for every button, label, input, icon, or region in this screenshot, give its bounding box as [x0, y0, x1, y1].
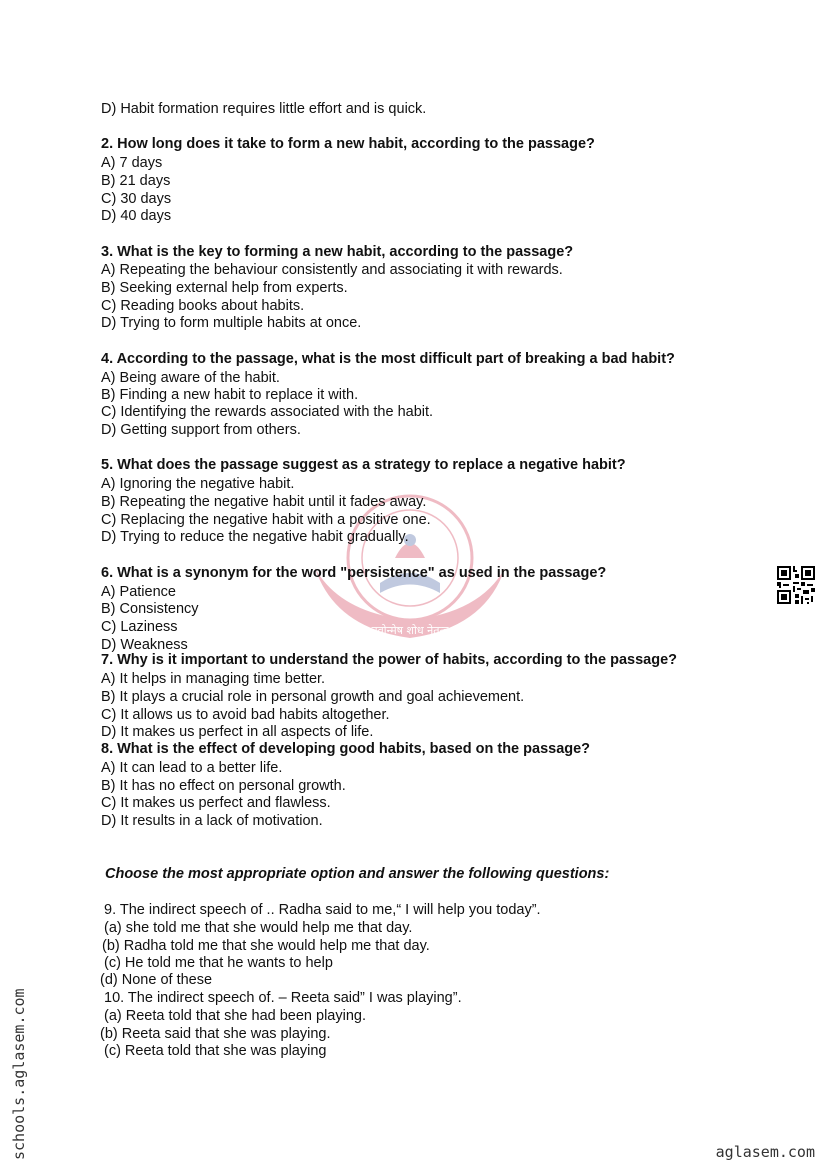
q3-option-d: D) Trying to form multiple habits at once.: [101, 315, 362, 331]
qr-code-icon: [777, 566, 815, 604]
question-8: 8. What is the effect of developing good habits, based on the passage?: [101, 741, 591, 757]
q10-option-c: (c) Reeta told that she was playing: [104, 1043, 327, 1059]
question-6: 6. What is a synonym for the word "persistence" as used in the passage?: [101, 565, 607, 581]
q4-option-c: C) Identifying the rewards associated with the habit.: [101, 404, 434, 420]
q5-option-b: B) Repeating the negative habit until it fades away.: [101, 494, 427, 510]
question-5: 5. What does the passage suggest as a strategy to replace a negative habit?: [101, 457, 626, 473]
q2-option-c: C) 30 days: [101, 191, 172, 207]
q6-option-b: B) Consistency: [101, 601, 199, 617]
q4-option-d: D) Getting support from others.: [101, 422, 301, 438]
q7-option-d: D) It makes us perfect in all aspects of life.: [101, 724, 374, 740]
continued-option-line: D) Habit formation requires little effort and is quick.: [101, 101, 427, 117]
question-3: 3. What is the key to forming a new habit, according to the passage?: [101, 244, 574, 260]
q2-option-d: D) 40 days: [101, 208, 172, 224]
q9-option-d: (d) None of these: [100, 972, 213, 988]
footer-site: aglasem.com: [715, 1143, 815, 1161]
q5-option-c: C) Replacing the negative habit with a positive one.: [101, 512, 431, 528]
q6-option-a: A) Patience: [101, 584, 176, 600]
q8-option-a: A) It can lead to a better life.: [101, 760, 283, 776]
q4-option-a: A) Being aware of the habit.: [101, 370, 280, 386]
q8-option-d: D) It results in a lack of motivation.: [101, 813, 323, 829]
q10-option-a: (a) Reeta told that she had been playing.: [104, 1008, 366, 1024]
side-watermark: schools.aglasem.com: [10, 988, 28, 1160]
q5-option-d: D) Trying to reduce the negative habit gradually.: [101, 529, 409, 545]
question-9: 9. The indirect speech of .. Radha said to me,“ I will help you today”.: [104, 902, 541, 918]
q2-option-a: A) 7 days: [101, 155, 163, 171]
q8-option-b: B) It has no effect on personal growth.: [101, 778, 346, 794]
q7-option-c: C) It allows us to avoid bad habits altogether.: [101, 707, 390, 723]
question-7: 7. Why is it important to understand the power of habits, according to the passage?: [101, 652, 678, 668]
q2-option-b: B) 21 days: [101, 173, 171, 189]
q5-option-a: A) Ignoring the negative habit.: [101, 476, 295, 492]
q4-option-b: B) Finding a new habit to replace it with.: [101, 387, 359, 403]
question-2: 2. How long does it take to form a new habit, according to the passage?: [101, 136, 595, 152]
q3-option-b: B) Seeking external help from experts.: [101, 280, 348, 296]
q3-option-c: C) Reading books about habits.: [101, 298, 305, 314]
q6-option-d: D) Weakness: [101, 637, 188, 653]
section-heading: Choose the most appropriate option and answer the following questions:: [105, 866, 610, 882]
q7-option-b: B) It plays a crucial role in personal growth and goal achievement.: [101, 689, 525, 705]
q3-option-a: A) Repeating the behaviour consistently and associating it with rewards.: [101, 262, 563, 278]
q10-option-b: (b) Reeta said that she was playing.: [100, 1026, 331, 1042]
q6-option-c: C) Laziness: [101, 619, 178, 635]
q7-option-a: A) It helps in managing time better.: [101, 671, 326, 687]
question-10: 10. The indirect speech of. – Reeta said” I was playing”.: [104, 990, 462, 1006]
q9-option-c: (c) He told me that he wants to help: [104, 955, 333, 971]
watermark-text: नवोन्मेष शोध नेतृत्व: [371, 624, 449, 637]
q8-option-c: C) It makes us perfect and flawless.: [101, 795, 331, 811]
q9-option-a: (a) she told me that she would help me that day.: [104, 920, 413, 936]
q9-option-b: (b) Radha told me that she would help me that day.: [102, 938, 430, 954]
question-4: 4. According to the passage, what is the most difficult part of breaking a bad habit?: [101, 351, 675, 367]
